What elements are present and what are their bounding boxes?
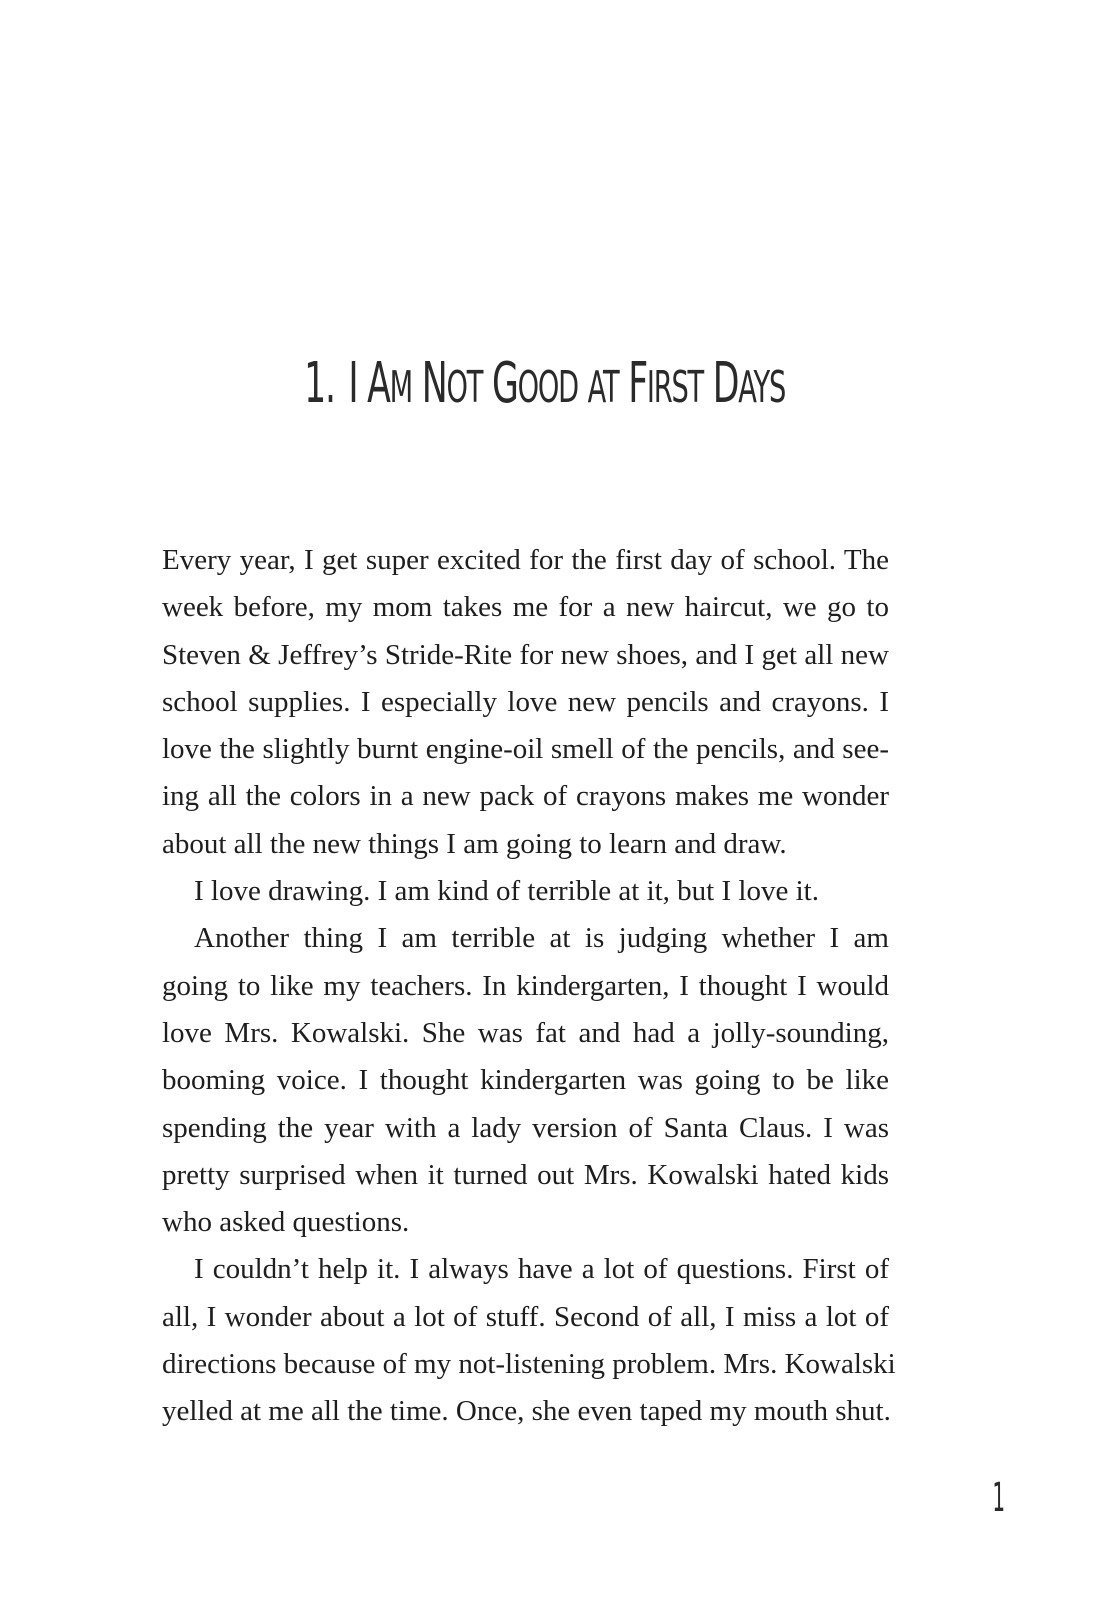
title-small-caps: AYS	[738, 362, 786, 413]
text-line: love the slightly burnt engine-oil smell of the pencils, and see-	[162, 733, 889, 766]
page-number: 1	[991, 1475, 1005, 1521]
paragraph	[162, 537, 889, 868]
title-small-caps: AT	[587, 362, 619, 413]
title-small-caps: M	[389, 362, 412, 413]
text-line: booming voice. I thought kindergarten was going to be like	[162, 1064, 889, 1097]
text-line: who asked questions.	[162, 1206, 410, 1239]
paragraph	[162, 868, 889, 915]
chapter-title-word	[628, 351, 703, 416]
title-small-caps: IRST	[646, 362, 703, 413]
text-line: all, I wonder about a lot of stuff. Second of all, I miss a lot of	[162, 1300, 889, 1333]
text-line: about all the new things I am going to learn and draw.	[162, 827, 787, 860]
chapter-title-words	[348, 351, 785, 416]
text-line: Another thing I am terrible at is judging whether I am	[194, 922, 889, 955]
chapter-title-word	[367, 351, 412, 416]
title-small-caps: OT	[446, 362, 483, 413]
title-capital: G	[491, 351, 518, 416]
paragraph	[162, 1246, 896, 1435]
text-line: Steven & Jeffrey’s Stride-Rite for new shoes, and I get all new	[162, 638, 889, 671]
title-capital: I	[348, 351, 358, 416]
text-line: school supplies. I especially love new pencils and crayons. I	[162, 685, 889, 718]
chapter-title-word	[348, 351, 357, 416]
text-line: yelled at me all the time. Once, she even taped my mouth shut.	[162, 1395, 891, 1428]
text-line: pretty surprised when it turned out Mrs. Kowalski hated kids	[162, 1158, 889, 1191]
text-line: week before, my mom takes me for a new haircut, we go to	[162, 591, 889, 624]
chapter-title-word	[492, 351, 578, 416]
text-line: I couldn’t help it. I always have a lot of questions. First of	[194, 1253, 889, 1286]
text-line: Every year, I get super excited for the first day of school. The	[162, 544, 889, 576]
chapter-title-word	[422, 351, 482, 416]
title-capital: F	[628, 351, 647, 416]
title-capital: A	[367, 351, 390, 416]
chapter-number: 1.	[304, 351, 335, 416]
text-line: directions because of my not-listening problem. Mrs. Kowalski	[162, 1348, 896, 1381]
chapter-title	[203, 352, 886, 420]
chapter-title-word	[588, 351, 619, 416]
text-line: going to like my teachers. In kindergarten, I thought I would	[162, 969, 889, 1002]
text-line: spending the year with a lady version of Santa Claus. I was	[162, 1111, 889, 1144]
title-capital: N	[421, 351, 447, 416]
text-line: ing all the colors in a new pack of crayons makes me wonder	[162, 780, 889, 813]
chapter-title-word	[713, 351, 785, 416]
text-line: love Mrs. Kowalski. She was fat and had a jolly-sounding,	[162, 1016, 889, 1049]
chapter-body	[162, 537, 896, 1436]
paragraph	[162, 915, 889, 1246]
title-capital: D	[712, 351, 739, 416]
text-line: I love drawing. I am kind of terrible at it, but I love it.	[194, 875, 819, 908]
title-small-caps: OOD	[517, 362, 578, 413]
